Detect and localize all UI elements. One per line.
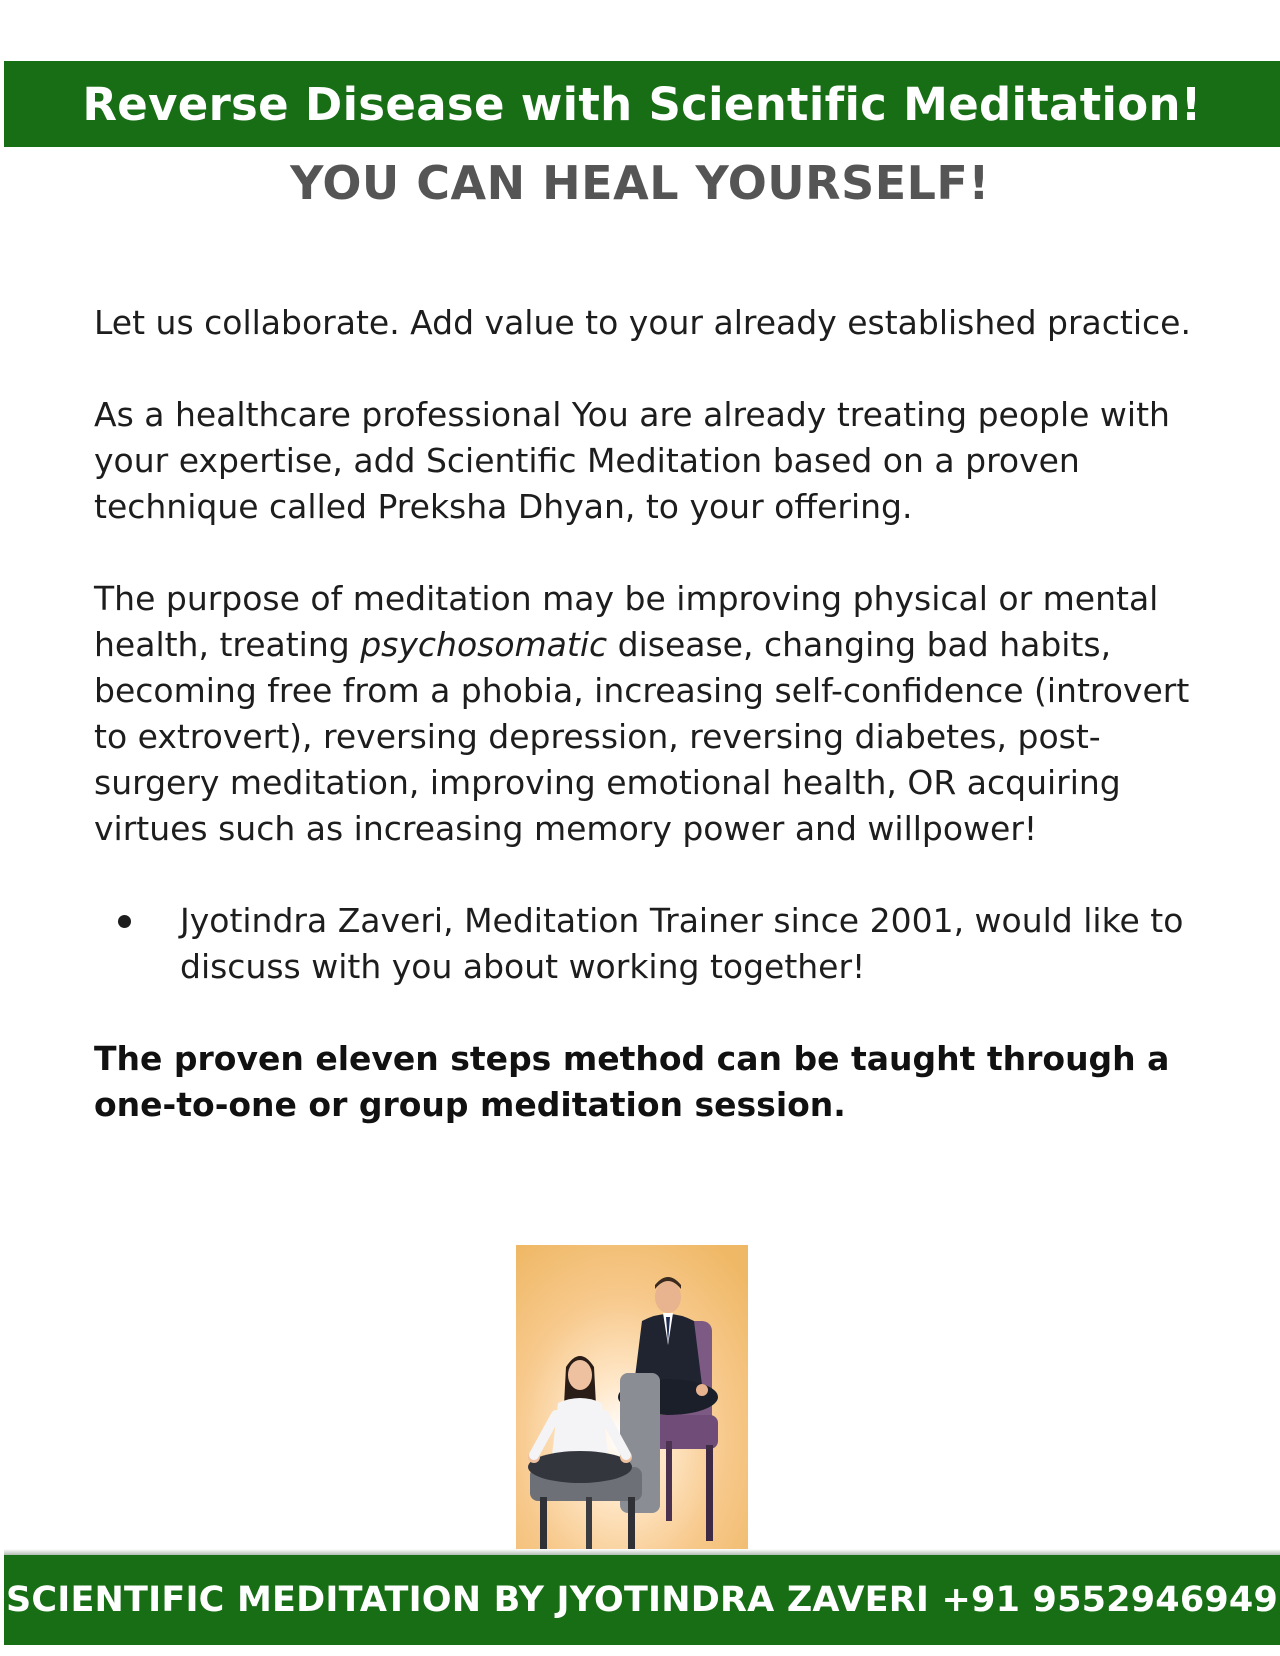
page-subtitle: YOU CAN HEAL YOURSELF!: [290, 156, 990, 210]
footer-banner: [4, 1555, 1280, 1645]
bullet-icon: [118, 915, 131, 928]
list-item: [94, 898, 1204, 990]
purpose-text-end: disease, changing bad habits, becoming free from a phobia, increasing self-confidence (introvert to extrovert), reversing depression, reversing diabetes, post-surgery meditation, improving emotional health, OR acquiring virtues such as increasing memory power and willpower!: [94, 625, 1190, 848]
bullet-text: Jyotindra Zaveri, Meditation Trainer since 2001, would like to discuss with you about working together!: [180, 901, 1184, 986]
footer-text: SCIENTIFIC MEDITATION BY JYOTINDRA ZAVERI +91 9552946949: [5, 1580, 1279, 1620]
purpose-paragraph: [94, 576, 1204, 852]
intro-paragraph: Let us collaborate. Add value to your already established practice.: [94, 303, 1191, 342]
page-title: Reverse Disease with Scientific Meditation!: [82, 77, 1202, 131]
method-note: The proven eleven steps method can be taught through a one-to-one or group meditation session.: [94, 1039, 1170, 1124]
professional-paragraph: As a healthcare professional You are already treating people with your expertise, add Scientific Meditation based on a proven technique called Preksha Dhyan, to your offering.: [94, 395, 1170, 526]
purpose-text-start: The purpose of meditation may be improving physical or mental health, treating: [94, 579, 1159, 664]
main-content: [94, 300, 1204, 1128]
purpose-italic-term: psychosomatic: [360, 625, 608, 664]
bullet-list: [94, 898, 1204, 990]
meditation-illustration: [516, 1245, 748, 1557]
top-banner: [4, 61, 1280, 147]
